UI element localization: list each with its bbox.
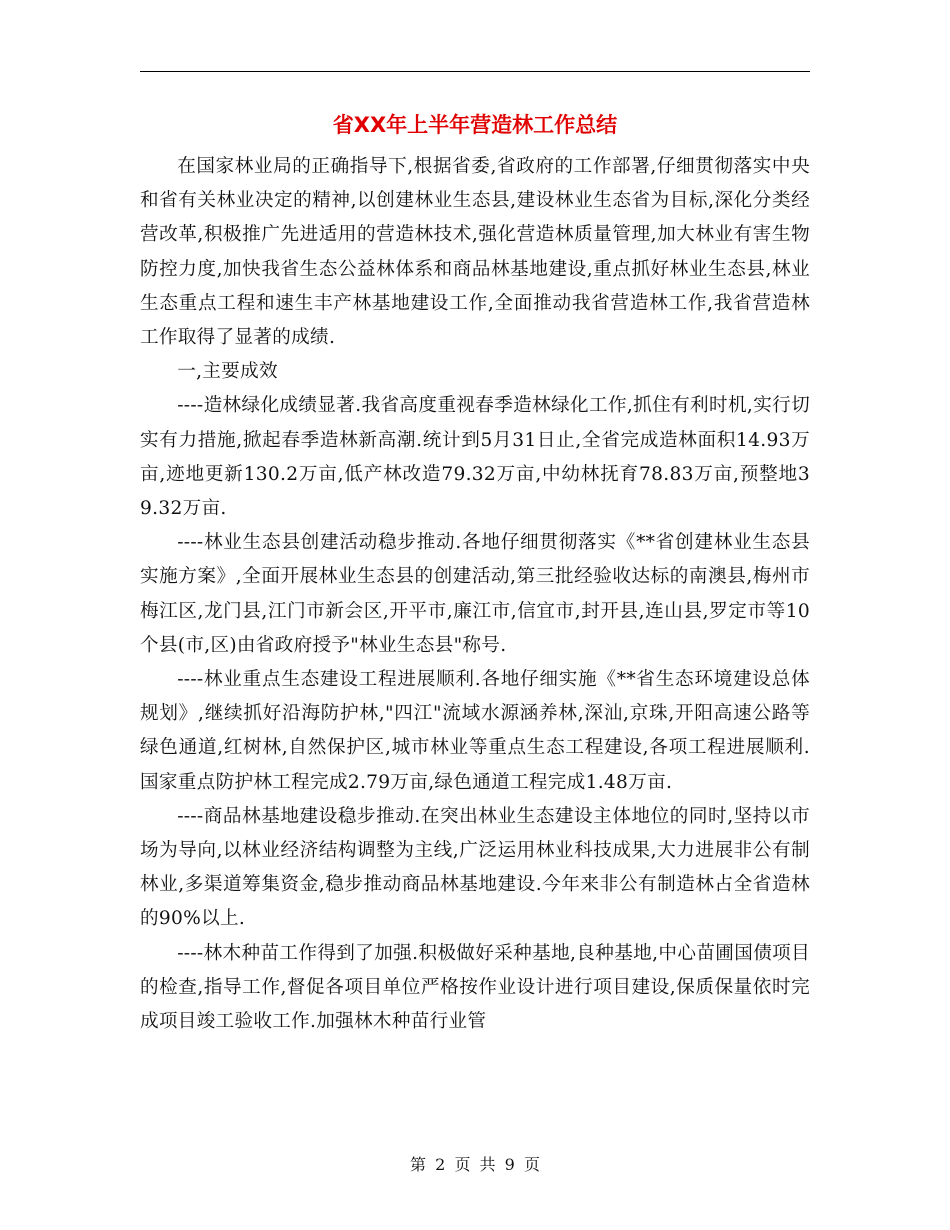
header-rule xyxy=(140,71,810,72)
paragraph-afforestation: ----造林绿化成绩显著.我省高度重视春季造林绿化工作,抓住有利时机,实行切实有力措施,掀起春季造林新高潮.统计到5月31日止,全省完成造林面积14.93万亩,迹地更新130.2万亩,低产林改造79.32万亩,中幼林抚育78.83万亩,预整地39.32万亩. xyxy=(140,395,810,520)
footer-total-pages: 9 xyxy=(504,1155,515,1174)
footer-current-page: 2 xyxy=(435,1155,446,1174)
page-footer xyxy=(140,1154,810,1176)
footer-prefix: 第 xyxy=(410,1155,427,1174)
document-title: 省XX年上半年营造林工作总结 xyxy=(332,113,618,137)
document-body xyxy=(140,150,810,1039)
paragraph-key-projects: ----林业重点生态建设工程进展顺利.各地仔细实施《**省生态环境建设总体规划》,继续抓好沿海防护林,"四江"流域水源涵养林,深汕,京珠,开阳高速公路等绿色通道,红树林,自然保护区,城市林业等重点生态工程建设,各项工程进展顺利.国家重点防护林工程完成2.79万亩,绿色通道工程完成1.48万亩. xyxy=(140,669,810,793)
paragraph-commercial-forest: ----商品林基地建设稳步推动.在突出林业生态建设主体地位的同时,坚持以市场为导向,以林业经济结构调整为主线,广泛运用林业科技成果,大力进展非公有制林业,多渠道筹集资金,稳步推动商品林基地建设.今年来非公有制造林占全省造林的90%以上. xyxy=(140,805,810,930)
footer-total-prefix: 共 xyxy=(479,1155,496,1174)
footer-total-unit: 页 xyxy=(523,1155,540,1174)
paragraph-intro: 在国家林业局的正确指导下,根据省委,省政府的工作部署,仔细贯彻落实中央和省有关林业决定的精神,以创建林业生态县,建设林业生态省为目标,深化分类经营改革,积极推广先进适用的营造林技术,强化营造林质量管理,加大林业有害生物防控力度,加快我省生态公益林体系和商品林基地建设,重点抓好林业生态县,林业生态重点工程和速生丰产林基地建设工作,全面推动我省营造林工作,我省营造林工作取得了显著的成绩. xyxy=(140,156,810,349)
section-heading-main-results: 一,主要成效 xyxy=(177,361,278,383)
paragraph-ecological-county: ----林业生态县创建活动稳步推动.各地仔细贯彻落实《**省创建林业生态县实施方案》,全面开展林业生态县的创建活动,第三批经验收达标的南澳县,梅州市梅江区,龙门县,江门市新会区,开平市,廉江市,信宜市,封开县,连山县,罗定市等10个县(市,区)由省政府授予"林业生态县"称号. xyxy=(140,532,810,656)
footer-page-unit: 页 xyxy=(454,1155,471,1174)
paragraph-seedlings: ----林木种苗工作得到了加强.积极做好采种基地,良种基地,中心苗圃国债项目的检查,指导工作,督促各项目单位严格按作业设计进行项目建设,保质保量依时完成项目竣工验收工作.加强林木种苗行业管 xyxy=(140,942,810,1033)
